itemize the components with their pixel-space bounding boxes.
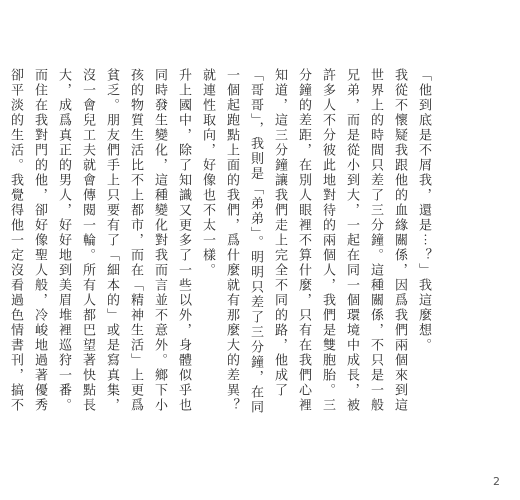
page-number: 2 — [493, 475, 500, 488]
vertical-text-body — [0, 68, 435, 420]
paragraph-3: 升上國中，除了知識又更多了一些以外，身體似乎也同時發生變化，這種變化對我而言並不意外。鄉下小孩的物質生活比不上都市，而在「精神生活」上更爲貧乏。朋友們手上只要有了「細本的」或是寫真集，沒一會兒工夫就會傳閱一輪。所有人都巴望著快點長大，成爲真正的男人，好好地到美眉堆裡巡狩一番。而住在我對門的他，卻好像聖人般，冷峻地過著優秀卻平淡的生活。我覺得他一定沒看過色情書刊，搞不 — [8, 68, 191, 413]
paragraph-2: 我從不懷疑我跟他的血緣關係，因爲我們兩個來到這世界上的時間只差了三分鐘。這種關係，不只是一般兄弟，而是從小到大，一起在同一個環境中成長，被許多人不分彼此地對待的兩個人，我們是雙胞胎。三分鐘的差距，在別人眼裡不算什麼，只有在我們心裡知道，這三分鐘讓我們走上完全不同的路，他成了「哥哥」，我則是「弟弟」。明明只差了三分鐘，在同一個起跑點上面的我們，爲什麼就有那麼大的差異？就連性取向，好像也不太一樣。 — [200, 68, 407, 415]
paragraph-1: 「他到底是不屑我，還是⋯？」我這麼想。 — [416, 68, 431, 353]
